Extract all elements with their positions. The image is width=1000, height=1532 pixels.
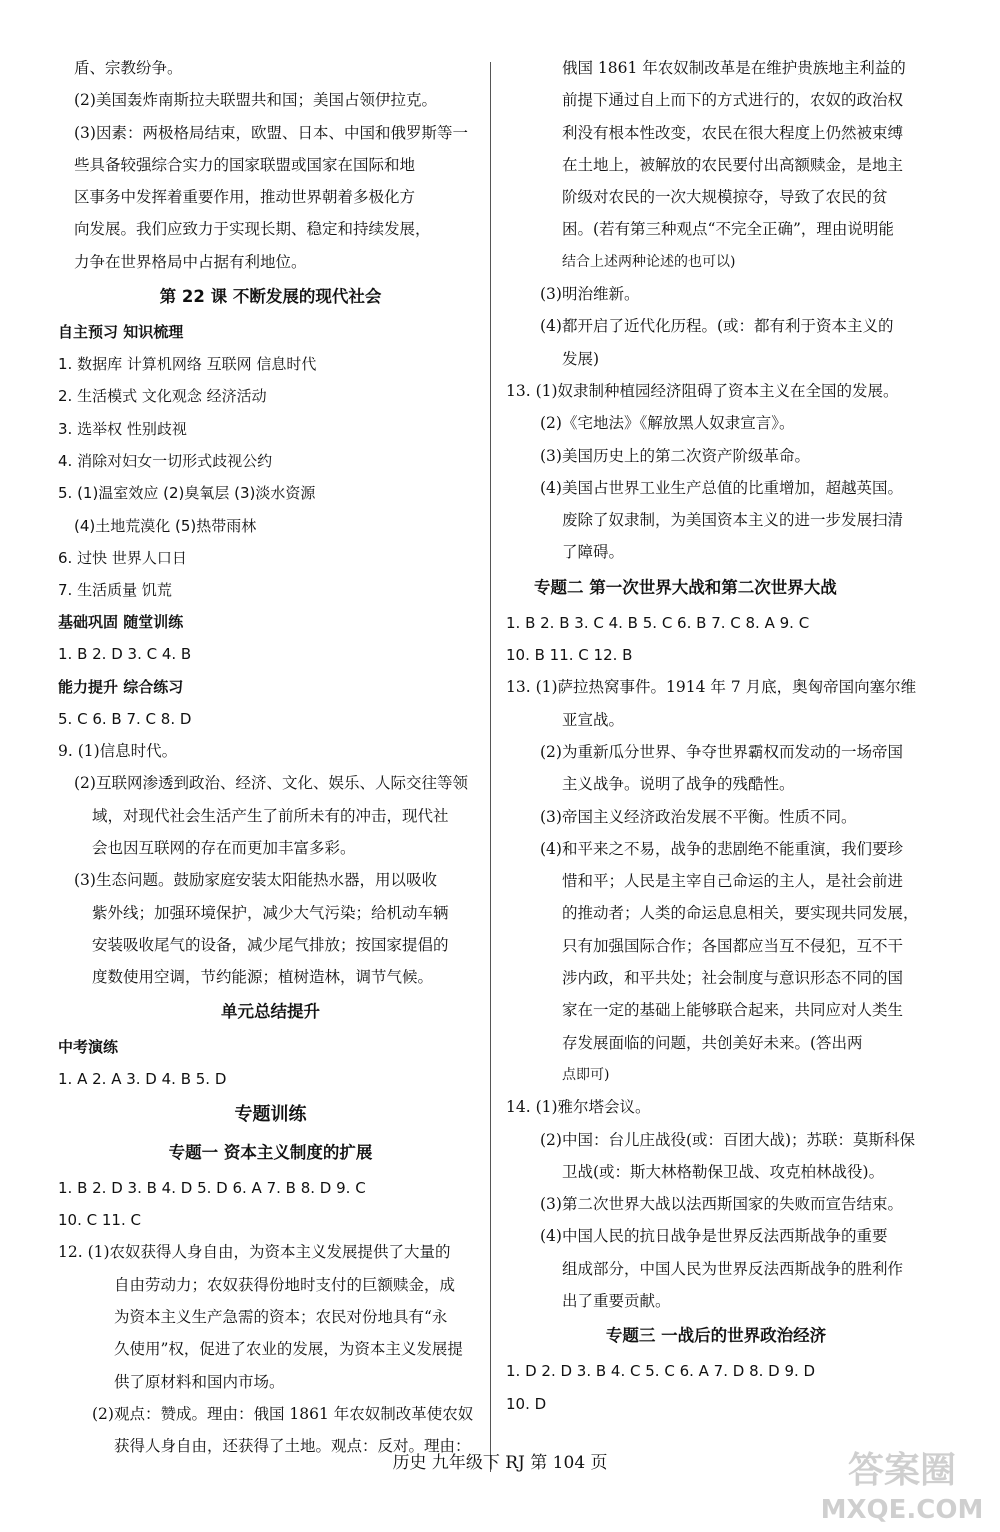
text-line: (3)因素：两极格局结束，欧盟、日本、中国和俄罗斯等一 — [74, 123, 468, 142]
answer-line: 4. 消除对妇女一切形式歧视公约 — [58, 451, 273, 470]
text-line: (2)中国：台儿庄战役(或：百团大战)；苏联：莫斯科保 — [540, 1130, 916, 1149]
text-line: 盾、宗教纷争。 — [74, 59, 183, 77]
text-line: 发展) — [562, 349, 600, 368]
text-line: 了障碍。 — [562, 543, 625, 562]
page-footer: 历史 九年级下 RJ 第 104 页 — [392, 1453, 608, 1473]
answer-line: 1. B 2. D 3. B 4. D 5. D 6. A 7. B 8. D 9. C — [58, 1178, 366, 1197]
text-line: 出了重要贡献。 — [562, 1291, 671, 1310]
text-line: (2)互联网渗透到政治、经济、文化、娱乐、人际交往等领 — [74, 774, 468, 793]
text-line: (4)都开启了近代化历程。(或：都有利于资本主义的 — [540, 317, 894, 336]
answer-line: 1. 数据库 计算机网络 互联网 信息时代 — [58, 355, 317, 374]
section-heading: 基础巩固 随堂训练 — [58, 613, 184, 632]
text-line: 13. (1)萨拉热窝事件。1914 年 7 月底，奥匈帝国向塞尔维 — [506, 678, 917, 697]
training-heading: 专题训练 — [234, 1103, 307, 1125]
answer-line: 7. 生活质量 饥荒 — [58, 581, 172, 600]
text-line: 9. (1)信息时代。 — [58, 742, 178, 761]
text-line: 在土地上，被解放的农民要付出高额赎金，是地主 — [562, 155, 904, 174]
topic-heading: 专题二 第一次世界大战和第二次世界大战 — [534, 577, 837, 597]
text-line: 力争在世界格局中占据有利地位。 — [74, 252, 307, 271]
answer-line: 5. (1)温室效应 (2)臭氧层 (3)淡水资源 — [58, 484, 316, 503]
text-line: (2)为重新瓜分世界、争夺世界霸权而发动的一场帝国 — [540, 742, 903, 761]
text-line: (4)美国占世界工业生产总值的比重增加，超越英国。 — [540, 478, 903, 497]
section-heading: 中考演练 — [58, 1038, 119, 1057]
watermark-logo — [810, 1440, 995, 1525]
section-heading: 能力提升 综合练习 — [58, 677, 184, 696]
text-line: 家在一定的基础上能够联合起来，共同应对人类生 — [562, 1001, 904, 1020]
text-line: 惜和平；人民是主宰自己命运的主人，是社会前进 — [562, 872, 904, 891]
text-line: (4)和平来之不易，战争的悲剧绝不能重演，我们要珍 — [540, 839, 903, 858]
answer-line: 10. D — [506, 1394, 547, 1413]
text-line: 度数使用空调，节约能源；植树造林，调节气候。 — [92, 968, 434, 987]
text-line: 供了原材料和国内市场。 — [114, 1372, 285, 1391]
answer-line: 1. B 2. D 3. C 4. B — [58, 645, 192, 664]
text-line: 域，对现代社会生活产生了前所未有的冲击，现代社 — [92, 806, 449, 825]
text-line: 存发展面临的问题，共创美好未来。(答出两 — [562, 1033, 863, 1052]
text-line: 涉内政，和平共处；社会制度与意识形态不同的国 — [562, 969, 904, 988]
watermark-bottom: MXQE.COM — [820, 1495, 984, 1525]
text-line: (3)第二次世界大战以法西斯国家的失败而宣告结束。 — [540, 1195, 903, 1214]
text-line: (4)中国人民的抗日战争是世界反法西斯战争的重要 — [540, 1227, 888, 1246]
text-line: 为资本主义生产急需的资本；农民对份地具有“永 — [114, 1307, 448, 1326]
column-divider — [490, 62, 491, 1472]
text-line: 紫外线；加强环境保护，减少大气污染；给机动车辆 — [92, 903, 449, 922]
text-line: 俄国 1861 年农奴制改革是在维护贵族地主利益的 — [562, 59, 906, 77]
text-line: 向发展。我们应致力于实现长期、稳定和持续发展， — [74, 220, 431, 239]
text-line: 会也因互联网的存在而更加丰富多彩。 — [92, 838, 356, 857]
text-line: 卫战(或：斯大林格勒保卫战、攻克柏林战役)。 — [562, 1162, 885, 1181]
text-line: 安装吸收尾气的设备，减少尾气排放；按国家提倡的 — [92, 935, 449, 954]
text-line: 组成部分，中国人民为世界反法西斯战争的胜利作 — [562, 1259, 904, 1278]
text-line: 前提下通过自上而下的方式进行的，农奴的政治权 — [562, 91, 904, 110]
answer-line: 3. 选举权 性别歧视 — [58, 419, 187, 438]
text-line: (3)帝国主义经济政治发展不平衡。性质不同。 — [540, 807, 857, 826]
text-line: 获得人身自由，还获得了土地。观点：反对。理由： — [114, 1437, 471, 1456]
text-line: (2)《宅地法》《解放黑人奴隶宣言》。 — [540, 414, 795, 433]
text-line: (2)观点：赞成。理由：俄国 1861 年农奴制改革使农奴 — [92, 1404, 474, 1423]
text-line: 主义战争。说明了战争的残酷性。 — [562, 775, 795, 794]
topic-heading: 专题一 资本主义制度的扩展 — [168, 1142, 373, 1162]
answer-line: 6. 过快 世界人口日 — [58, 548, 187, 567]
right-column — [506, 52, 926, 1420]
answer-line: 1. B 2. B 3. C 4. B 5. C 6. B 7. C 8. A 9. C — [506, 613, 810, 632]
watermark-top: 答案圈 — [847, 1450, 957, 1491]
text-line: 自由劳动力；农奴获得份地时支付的巨额赎金，成 — [114, 1275, 456, 1294]
answer-line: (4)土地荒漠化 (5)热带雨林 — [74, 516, 257, 535]
text-line: 利没有根本性改变，农民在很大程度上仍然被束缚 — [562, 123, 904, 142]
text-line: 14. (1)雅尔塔会议。 — [506, 1098, 651, 1117]
text-line: 阶级对农民的一次大规模掠夺，导致了农民的贫 — [562, 188, 888, 207]
summary-heading: 单元总结提升 — [221, 1002, 320, 1022]
text-line: (3)明治维新。 — [540, 285, 640, 304]
text-line: (3)美国历史上的第二次资产阶级革命。 — [540, 446, 810, 465]
section-heading: 自主预习 知识梳理 — [58, 323, 184, 342]
text-line: 废除了奴隶制，为美国资本主义的进一步发展扫清 — [562, 511, 904, 530]
text-line: 困。(若有第三种观点“不完全正确”，理由说明能 — [562, 220, 894, 239]
text-line: 13. (1)奴隶制种植园经济阻碍了资本主义在全国的发展。 — [506, 381, 899, 400]
text-line: 亚宣战。 — [562, 710, 625, 729]
answer-line: 10. C 11. C — [58, 1211, 141, 1230]
answer-line: 1. D 2. D 3. B 4. C 5. C 6. A 7. D 8. D 9. D — [506, 1362, 816, 1381]
text-line: 只有加强国际合作；各国都应当互不侵犯，互不干 — [562, 936, 904, 955]
text-line: (2)美国轰炸南斯拉夫联盟共和国；美国占领伊拉克。 — [74, 91, 437, 110]
left-column — [58, 52, 483, 1462]
text-line: 结合上述两种论述的也可以) — [562, 253, 736, 270]
text-line: 久使用”权，促进了农业的发展，为资本主义发展提 — [114, 1340, 463, 1359]
answer-line: 1. A 2. A 3. D 4. B 5. D — [58, 1070, 227, 1089]
text-line: 12. (1)农奴获得人身自由，为资本主义发展提供了大量的 — [58, 1243, 451, 1262]
answer-line: 5. C 6. B 7. C 8. D — [58, 709, 192, 728]
text-line: 点即可) — [562, 1066, 610, 1083]
text-line: 区事务中发挥着重要作用，推动世界朝着多极化方 — [74, 188, 416, 207]
text-line: (3)生态问题。鼓励家庭安装太阳能热水器，用以吸收 — [74, 871, 437, 890]
text-line: 的推动者；人类的命运息息相关，要实现共同发展， — [562, 904, 919, 923]
text-line: 些具备较强综合实力的国家联盟或国家在国际和地 — [74, 155, 416, 174]
answer-line: 2. 生活模式 文化观念 经济活动 — [58, 387, 267, 406]
lesson-heading: 第 22 课 不断发展的现代社会 — [159, 287, 382, 307]
answer-line: 10. B 11. C 12. B — [506, 646, 633, 665]
topic-heading: 专题三 一战后的世界政治经济 — [605, 1326, 827, 1346]
